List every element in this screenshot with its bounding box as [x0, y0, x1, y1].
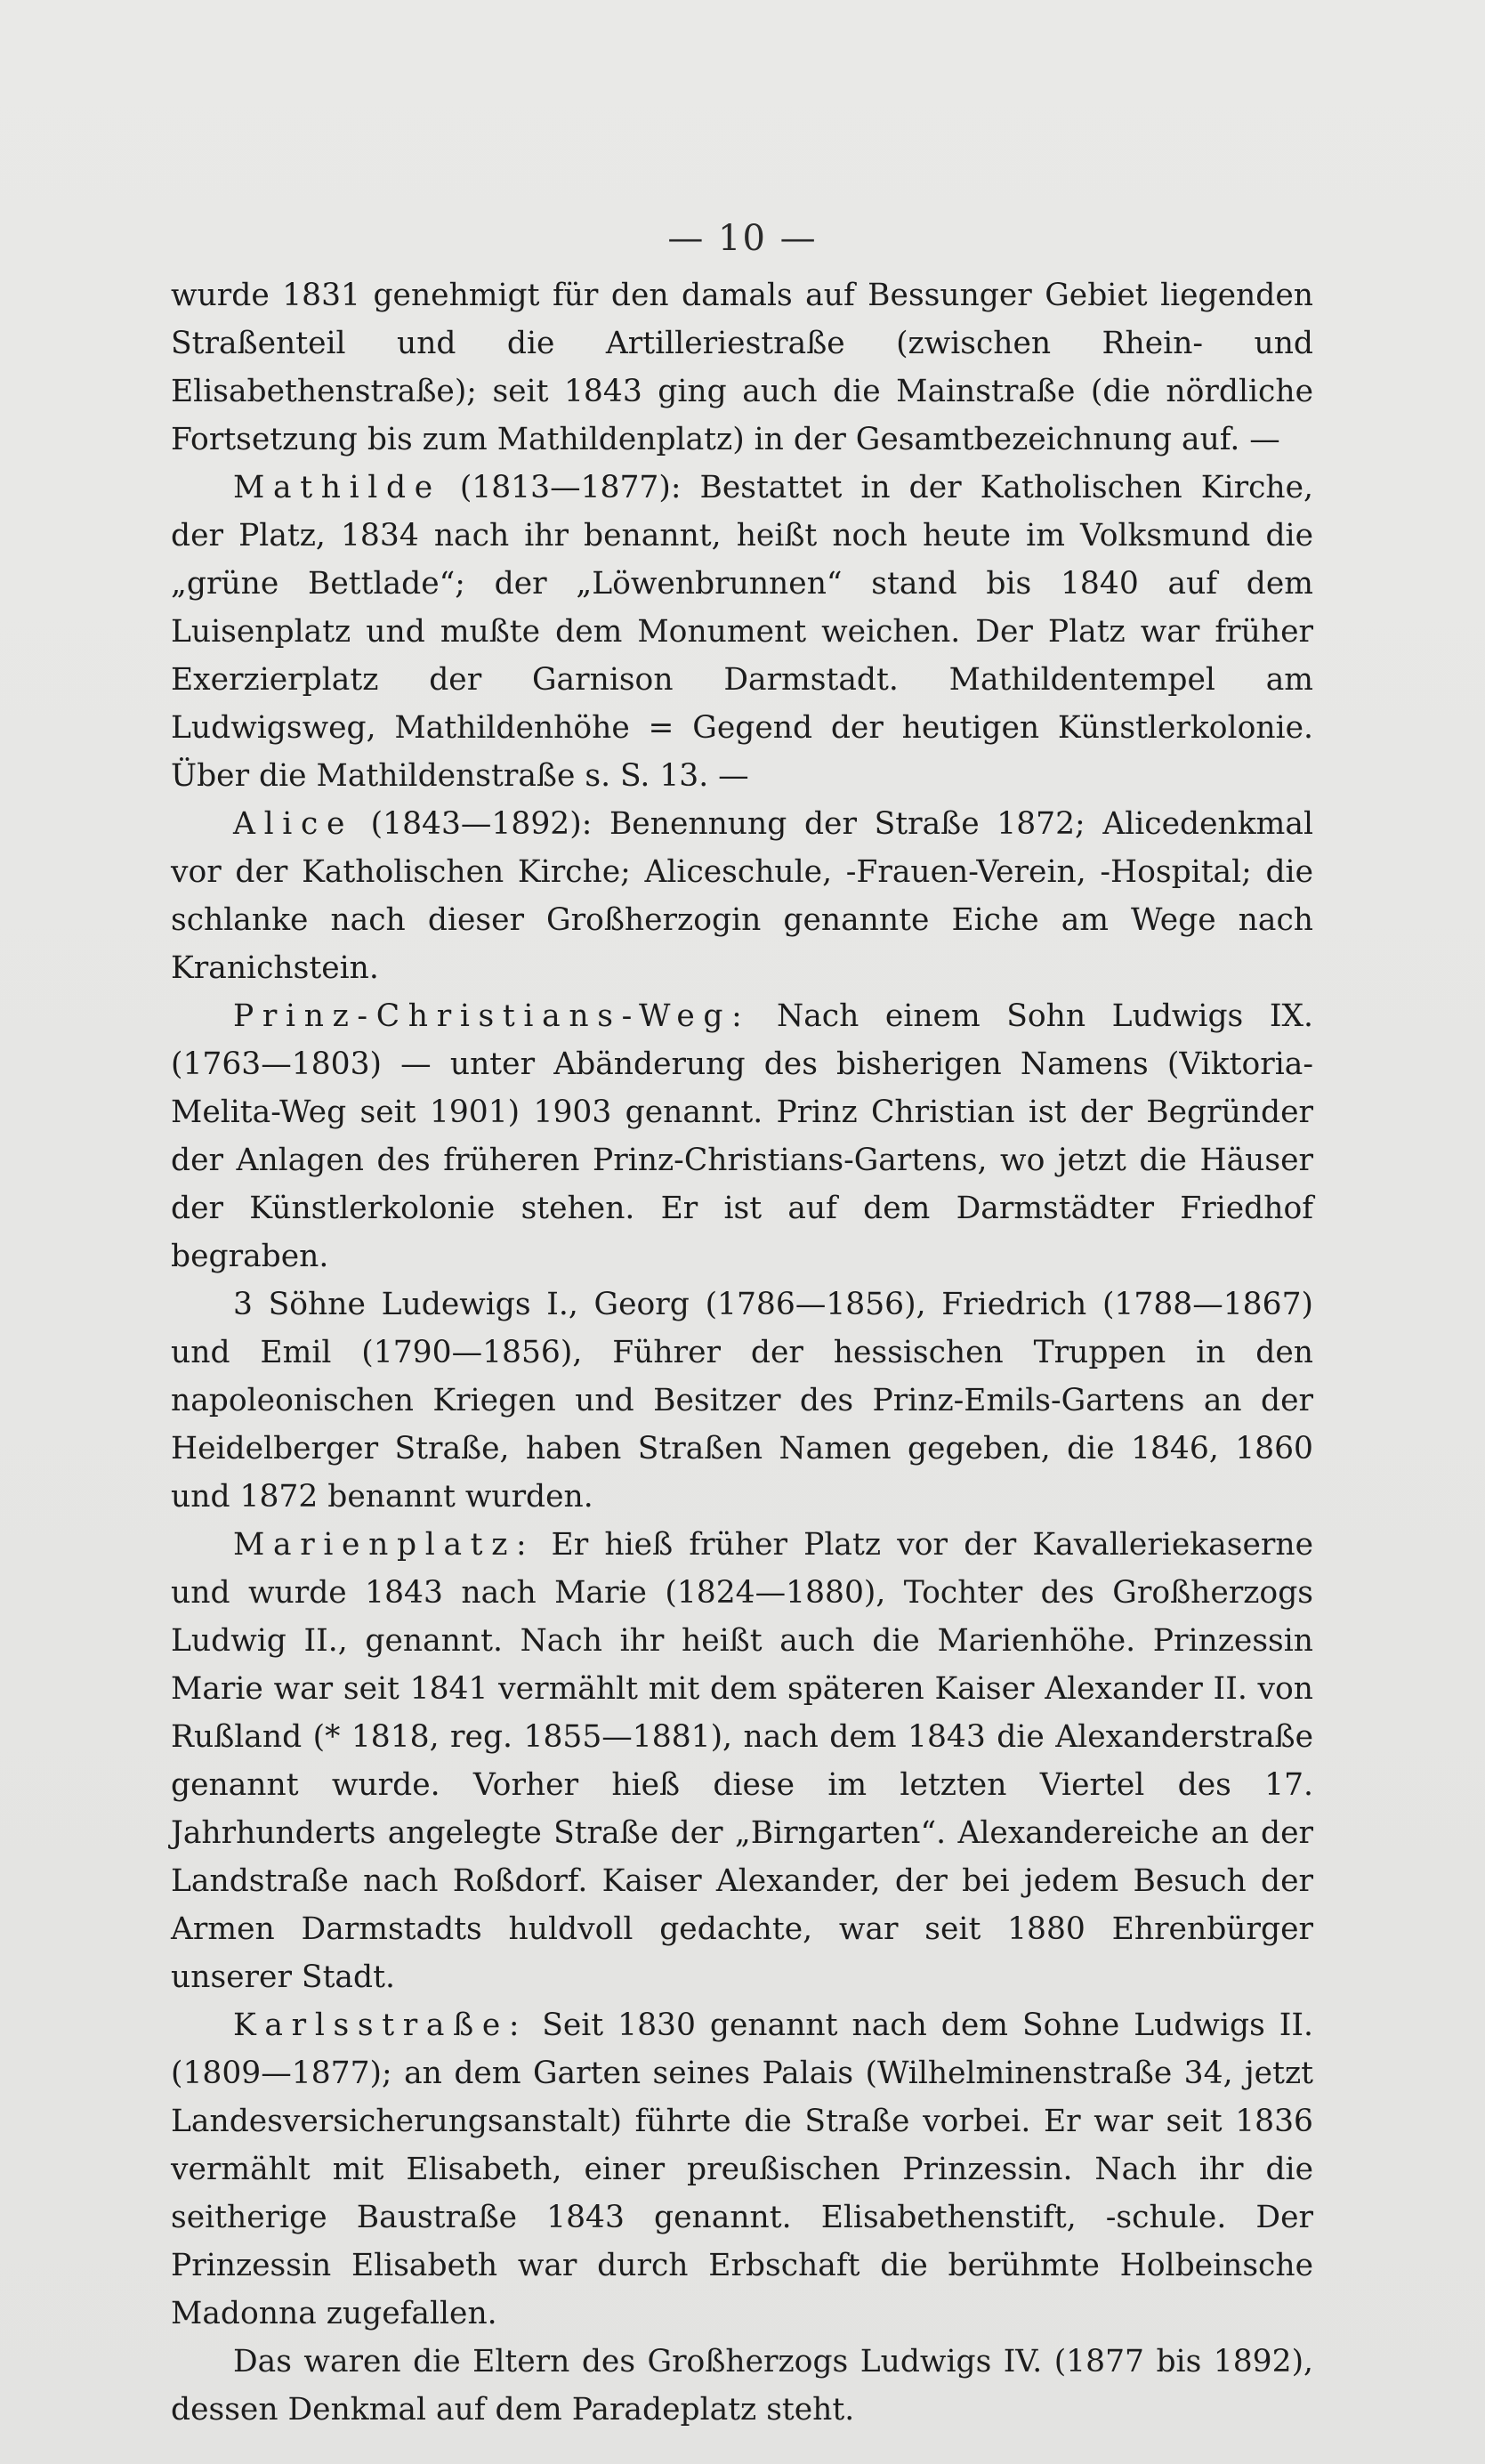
entry-heading-mathilde: Mathilde — [233, 470, 441, 505]
paragraph-prinz-christian — [171, 992, 1313, 1280]
paragraph-eltern-text: Das waren die Eltern des Großherzogs Ludwigs IV. (1877 bis 1892), dessen Denkmal auf dem Paradeplatz steht. — [171, 2344, 1313, 2428]
entry-heading-karlsstrasse: Karlsstraße: — [233, 2008, 529, 2043]
entry-heading-alice: Alice — [233, 806, 354, 842]
paragraph-marienplatz — [171, 1521, 1313, 2001]
page-number: — 10 — — [667, 218, 818, 259]
entry-heading-marienplatz: Marienplatz: — [233, 1527, 536, 1563]
paragraph-prinz-christian-text: Nach einem Sohn Ludwigs IX. (1763—1803) — unter Abänderung des bisherigen Namens (Viktoria-Melita-Weg seit 1901) 1903 genannt. Prinz Christian ist der Begründer der Anlagen des früheren Prinz-Christians-Gartens, wo jetzt die Häuser der Künstlerkolonie stehen. Er ist auf dem Darmstädter Friedhof begraben. — [171, 998, 1313, 1274]
paragraph-eltern — [171, 2338, 1313, 2434]
paragraph-soehne — [171, 1280, 1313, 1521]
paragraph-mathilde-text: (1813—1877): Bestattet in der Katholischen Kirche, der Platz, 1834 nach ihr benannt, heißt noch heute im Volksmund die „grüne Bettlade“; der „Löwenbrunnen“ stand bis 1840 auf dem Luisenplatz und mußte dem Monument weichen. Der Platz war früher Exerzierplatz der Garnison Darmstadt. Mathildentempel am Ludwigsweg, Mathildenhöhe = Gegend der heutigen Künstlerkolonie. Über die Mathildenstraße s. S. 13. — — [171, 470, 1313, 794]
paragraph-soehne-text: 3 Söhne Ludewigs I., Georg (1786—1856), Friedrich (1788—1867) und Emil (1790—1856), Führer der hessischen Truppen in den napoleonischen Kriegen und Besitzer des Prinz-Emils-Gartens an der Heidelberger Straße, haben Straßen Namen gegeben, die 1846, 1860 und 1872 benannt wurden. — [171, 1287, 1313, 1515]
entry-heading-prinz-christian: Prinz-Christians-Weg: — [233, 998, 751, 1034]
paragraph-1-text: wurde 1831 genehmigt für den damals auf Bessunger Gebiet liegenden Straßenteil und die Artilleriestraße (zwischen Rhein- und Elisabethenstraße); seit 1843 ging auch die Mainstraße (die nördliche Fortsetzung bis zum Mathildenplatz) in der Gesamtbezeichnung auf. — — [171, 278, 1313, 457]
body-text — [171, 271, 1313, 2434]
paragraph-alice-text: (1843—1892): Benennung der Straße 1872; Alicedenkmal vor der Katholischen Kirche; Aliceschule, -Frauen-Verein, -Hospital; die schlanke nach dieser Großherzogin genannte Eiche am Wege nach Kranichstein. — [171, 806, 1313, 986]
paragraph-marienplatz-text: Er hieß früher Platz vor der Kavalleriekaserne und wurde 1843 nach Marie (1824—1880), Tochter des Großherzogs Ludwig II., genannt. Nach ihr heißt auch die Marienhöhe. Prinzessin Marie war seit 1841 vermählt mit dem späteren Kaiser Alexander II. von Rußland (* 1818, reg. 1855—1881), nach dem 1843 die Alexanderstraße genannt wurde. Vorher hieß diese im letzten Viertel des 17. Jahrhunderts angelegte Straße der „Birngarten“. Alexandereiche an der Landstraße nach Roßdorf. Kaiser Alexander, der bei jedem Besuch der Armen Darmstadts huldvoll gedachte, war seit 1880 Ehrenbürger unserer Stadt. — [171, 1527, 1313, 1995]
paragraph-1 — [171, 271, 1313, 464]
paragraph-karlsstrasse-text: Seit 1830 genannt nach dem Sohne Ludwigs II. (1809—1877); an dem Garten seines Palais (Wilhelminenstraße 34, jetzt Landesversicherungsanstalt) führte die Straße vorbei. Er war seit 1836 vermählt mit Elisabeth, einer preußischen Prinzessin. Nach ihr die seitherige Baustraße 1843 genannt. Elisabethenstift, -schule. Der Prinzessin Elisabeth war durch Erbschaft die berühmte Holbeinsche Madonna zugefallen. — [171, 2008, 1313, 2331]
paragraph-mathilde — [171, 464, 1313, 800]
paragraph-alice — [171, 800, 1313, 992]
paragraph-karlsstrasse — [171, 2001, 1313, 2338]
